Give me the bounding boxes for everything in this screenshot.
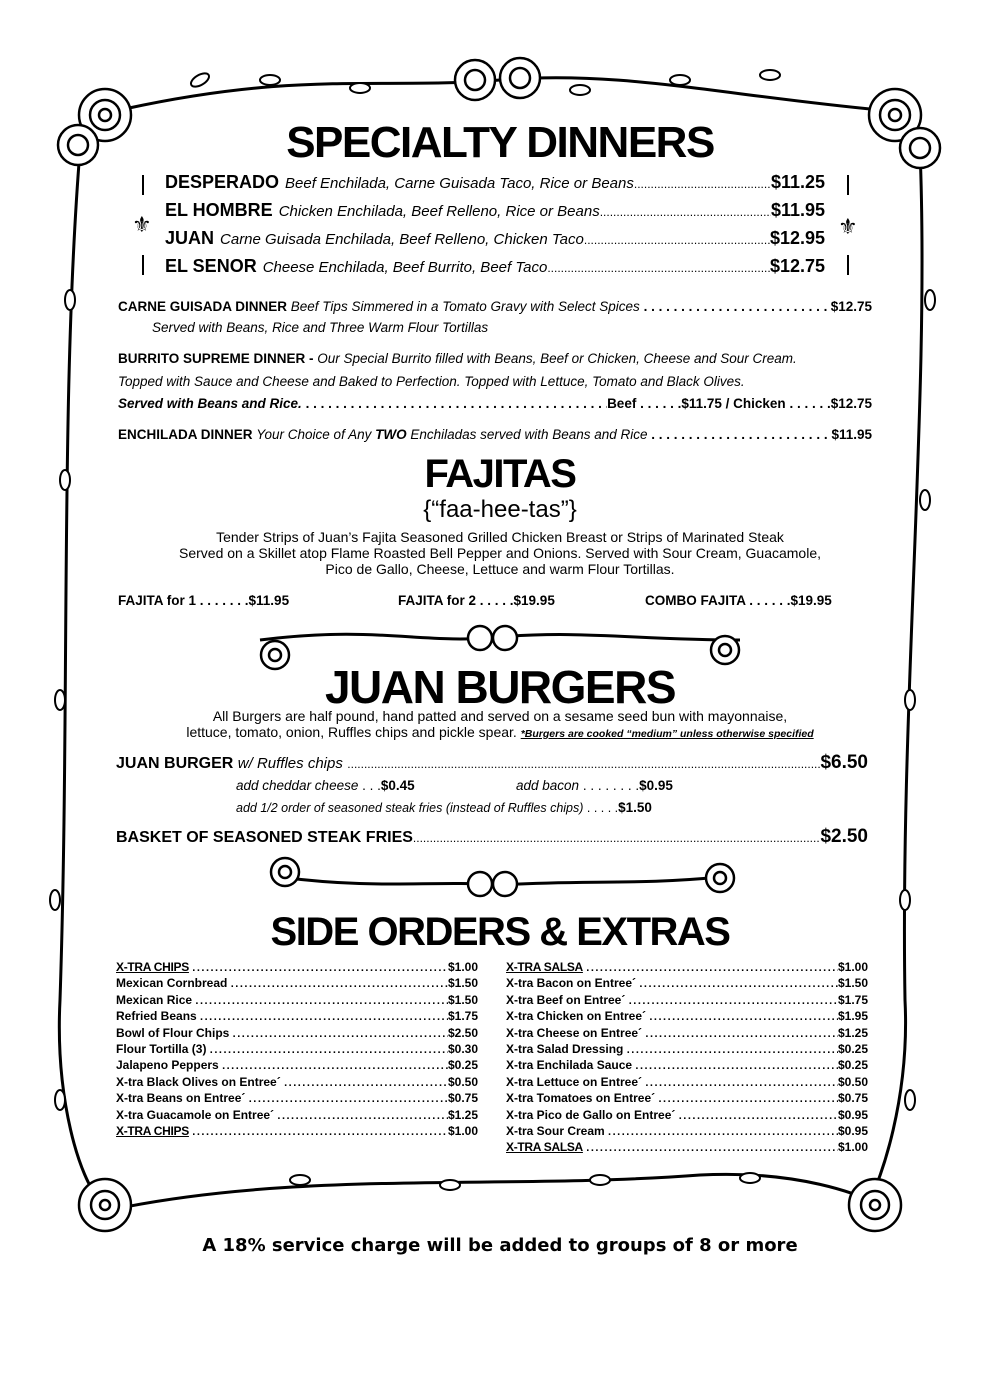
fajitas-desc1: Tender Strips of Juan’s Fajita Seasoned Grilled Chicken Breast or Strips of Marinated Steak	[216, 529, 784, 545]
side-item-name: X-tra Guacamole on Entree´	[116, 1107, 275, 1122]
side-item	[116, 1026, 478, 1040]
side-item-name: Jalapeno Peppers	[116, 1058, 219, 1073]
burrito-desc1: Our Special Burrito filled with Beans, Beef or Chicken, Cheese and Sour Cream.	[317, 351, 797, 366]
side-item	[116, 993, 478, 1007]
side-item-price: $2.50	[447, 1025, 478, 1040]
side-item-name: X-tra Black Olives on Entree´	[116, 1074, 281, 1089]
fries-row	[116, 826, 868, 848]
specialty-item-price: $12.95	[769, 228, 825, 248]
specialty-item	[165, 256, 825, 277]
side-item-name: Refried Beans	[116, 1009, 197, 1024]
enchilada-row	[118, 427, 872, 442]
side-item	[506, 1140, 868, 1154]
burgers-desc2-row	[0, 724, 1000, 740]
enchilada-desc-a: Your Choice of Any	[256, 427, 372, 442]
specialty-item-name: EL HOMBRE	[165, 200, 273, 220]
burgers-desc2: lettuce, tomato, onion, Ruffles chips and pickle spear.	[186, 724, 517, 740]
burgers-title: JUAN BURGERS	[324, 661, 676, 713]
side-item-name: X-tra Lettuce on Entree´	[506, 1074, 643, 1089]
side-item-price: $1.50	[447, 976, 478, 991]
side-item-name: X-tra Tomatoes on Entree´	[506, 1091, 656, 1106]
fajita-opt2: FAJITA for 2 . . . . .$19.95	[398, 593, 555, 608]
side-item-name: X-TRA CHIPS	[116, 960, 189, 974]
side-item-price: $1.75	[837, 992, 868, 1007]
specialty-item-name: JUAN	[165, 228, 215, 248]
side-item	[116, 1108, 478, 1122]
side-item	[116, 960, 478, 974]
side-item-name: X-tra Pico de Gallo on Entree´	[506, 1107, 676, 1122]
fajita-opt1: FAJITA for 1 . . . . . . .$11.95	[118, 593, 290, 608]
side-item	[506, 1058, 868, 1072]
svg-text:⚜: ⚜	[132, 213, 152, 238]
fajita-opt3: COMBO FAJITA . . . . . .$19.95	[645, 593, 832, 608]
addon2: add bacon . . . . . . . .$0.95	[516, 778, 673, 793]
fajitas-desc3: Pico de Gallo, Cheese, Lettuce and warm Flour Tortillas.	[325, 561, 675, 577]
side-item	[506, 960, 868, 974]
side-item	[116, 1058, 478, 1072]
burrito-beef-price: $11.75	[681, 396, 722, 411]
side-item	[116, 1124, 478, 1138]
side-item-price: $1.95	[837, 1009, 868, 1024]
side-item-name: Mexican Rice	[116, 992, 193, 1007]
fajitas-pronounce: {“faa-hee-tas”}	[423, 496, 577, 523]
side-item	[116, 1009, 478, 1023]
side-item-name: Flour Tortilla (3)	[116, 1042, 207, 1056]
burrito-chicken-price: $12.75	[830, 396, 872, 411]
side-item-price: $0.25	[837, 1058, 868, 1073]
specialty-item-name: EL SENOR	[165, 256, 257, 276]
burrito-row1	[118, 351, 797, 366]
carne-guisada-price: $12.75	[830, 299, 872, 314]
carne-guisada-name: CARNE GUISADA DINNER	[118, 299, 288, 314]
side-item-price: $0.25	[447, 1058, 478, 1073]
side-item-price: $0.50	[837, 1074, 868, 1089]
side-item-price: $0.50	[447, 1074, 478, 1089]
specialty-item	[165, 200, 825, 221]
enchilada-desc-c: Enchiladas served with Beans and Rice	[410, 427, 648, 442]
side-item	[506, 1124, 868, 1138]
side-item-price: $0.95	[837, 1124, 868, 1138]
side-item	[506, 976, 868, 990]
burrito-name: BURRITO SUPREME DINNER -	[118, 351, 314, 366]
burgers-note: *Burgers are cooked “medium” unless otherwise specified	[520, 728, 814, 740]
burgers-desc1: All Burgers are half pound, hand patted and served on a sesame seed bun with mayonnaise,	[212, 708, 788, 724]
enchilada-desc-b: TWO	[375, 427, 407, 442]
side-item	[506, 1042, 868, 1056]
juan-burger-with: w/ Ruffles chips	[237, 755, 343, 772]
side-item-price: $1.00	[447, 1124, 478, 1138]
specialty-item-price: $11.25	[770, 172, 825, 192]
side-item-price: $1.50	[447, 992, 478, 1007]
side-item-name: X-TRA SALSA	[506, 960, 583, 974]
svg-text:⚜: ⚜	[838, 215, 858, 240]
side-item-name: X-tra Enchilada Sauce	[506, 1058, 633, 1073]
specialty-item-desc: Beef Enchilada, Carne Guisada Taco, Rice or Beans	[285, 175, 634, 192]
side-item	[506, 1026, 868, 1040]
fajitas-title: FAJITAS	[424, 452, 576, 496]
burrito-chicken-label: / Chicken	[725, 396, 786, 411]
specialty-item-price: $11.95	[770, 200, 825, 220]
side-item-name: X-TRA CHIPS	[116, 1124, 189, 1138]
juan-burger-row	[116, 752, 868, 774]
specialty-item-desc: Carne Guisada Enchilada, Beef Relleno, Chicken Taco	[220, 231, 584, 248]
fajitas-desc2: Served on a Skillet atop Flame Roasted Bell Pepper and Onions. Served with Sour Cream, Guacamole,	[179, 545, 821, 561]
side-item	[116, 1091, 478, 1105]
fries-price: $2.50	[820, 826, 868, 847]
side-item-price: $1.25	[837, 1025, 868, 1040]
fries-name: BASKET OF SEASONED STEAK FRIES	[116, 829, 413, 846]
side-item-name: X-TRA SALSA	[506, 1140, 583, 1155]
sides-title: SIDE ORDERS & EXTRAS	[270, 910, 730, 954]
side-item	[506, 1009, 868, 1023]
side-item-name: X-tra Chicken on Entree´	[506, 1009, 647, 1024]
side-item	[506, 1108, 868, 1122]
specialty-item-name: DESPERADO	[165, 172, 280, 192]
addon3: add 1/2 order of seasoned steak fries (instead of Ruffles chips) . . . . .$1.50	[236, 800, 652, 815]
side-item	[506, 1075, 868, 1089]
side-item-name: X-tra Sour Cream	[506, 1124, 605, 1138]
addon1: add cheddar cheese . . .$0.45	[236, 778, 415, 793]
specialty-title: SPECIALTY DINNERS	[286, 118, 714, 167]
burrito-desc2: Topped with Sauce and Cheese and Baked to Perfection. Topped with Lettuce, Tomato and Black Olives.	[118, 374, 745, 389]
burrito-beef-label: Beef	[607, 396, 637, 411]
side-item-price: $1.50	[837, 976, 868, 991]
carne-guisada-note: Served with Beans, Rice and Three Warm Flour Tortillas	[152, 320, 489, 335]
side-item-price: $1.25	[447, 1107, 478, 1122]
specialty-item	[165, 228, 825, 249]
side-item-name: X-tra Salad Dressing	[506, 1042, 624, 1056]
side-item-name: X-tra Cheese on Entree´	[506, 1025, 643, 1040]
side-item-name: Bowl of Flour Chips	[116, 1025, 230, 1040]
side-item-price: $1.75	[447, 1009, 478, 1024]
juan-burger-name: JUAN BURGER	[116, 755, 234, 772]
service-charge-note: A 18% service charge will be added to groups of 8 or more	[202, 1235, 798, 1256]
specialty-item-price: $12.75	[769, 256, 825, 276]
carne-guisada-desc: Beef Tips Simmered in a Tomato Gravy with Select Spices	[290, 299, 640, 314]
side-item-price: $1.00	[447, 960, 478, 974]
specialty-item-desc: Cheese Enchilada, Beef Burrito, Beef Taco	[262, 259, 548, 276]
side-item-price: $0.75	[837, 1091, 868, 1106]
specialty-item	[165, 172, 825, 193]
side-item-price: $1.00	[837, 1140, 868, 1155]
side-item-name: X-tra Beans on Entree´	[116, 1091, 246, 1106]
side-item-price: $1.00	[837, 960, 868, 974]
side-item-price: $0.25	[837, 1042, 868, 1056]
side-item-price: $0.75	[447, 1091, 478, 1106]
burrito-price-row: Served with Beans and Rice. . . . Beef . . . . . . $11.75 / Chicken . . . . . . $12.75	[118, 396, 872, 411]
side-item-name: X-tra Beef on Entree´	[506, 992, 626, 1007]
enchilada-price: $11.95	[831, 427, 872, 442]
side-item	[116, 976, 478, 990]
enchilada-name: ENCHILADA DINNER	[118, 427, 253, 442]
juan-burger-price: $6.50	[820, 752, 868, 773]
carne-guisada-row	[118, 299, 872, 314]
specialty-item-desc: Chicken Enchilada, Beef Relleno, Rice or Beans	[278, 203, 600, 220]
side-item	[506, 993, 868, 1007]
side-item-price: $0.30	[447, 1042, 478, 1056]
side-item-name: X-tra Bacon on Entree´	[506, 976, 637, 991]
burrito-served: Served with Beans and Rice.	[118, 396, 302, 411]
side-item	[506, 1091, 868, 1105]
side-item	[116, 1042, 478, 1056]
side-item	[116, 1075, 478, 1089]
side-item-name: Mexican Cornbread	[116, 976, 228, 991]
side-item-price: $0.95	[837, 1107, 868, 1122]
